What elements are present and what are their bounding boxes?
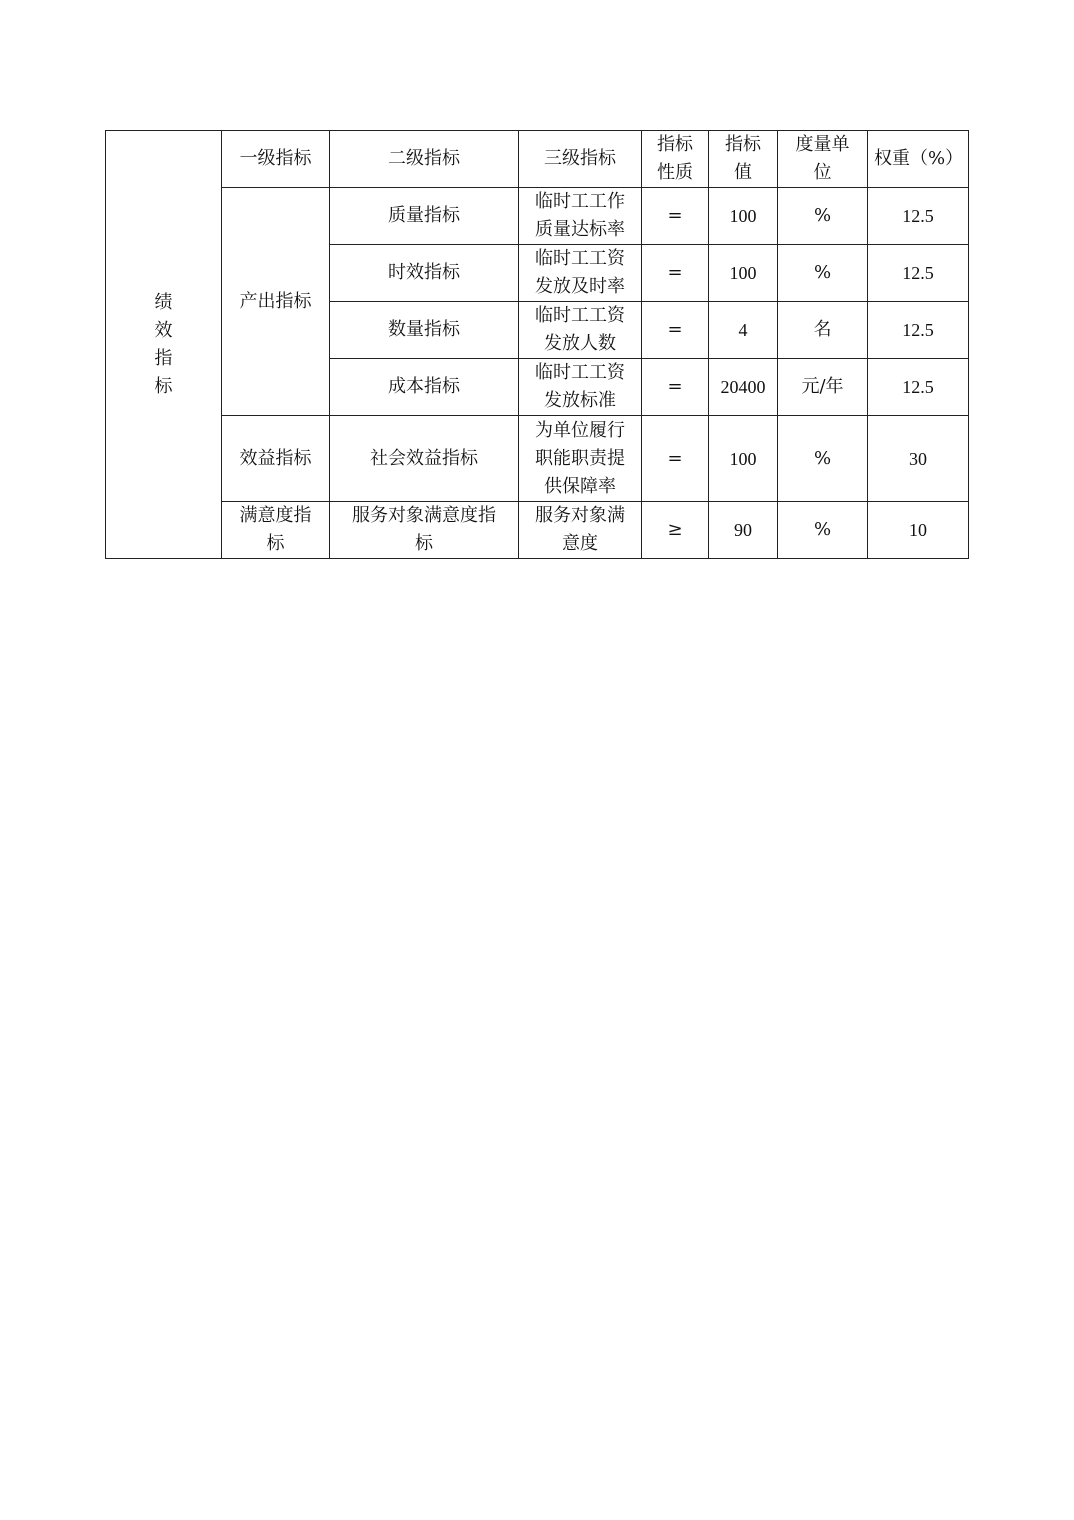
level3-cell <box>519 416 642 502</box>
header-nature-line: 性质 <box>657 162 693 183</box>
weight-cell: 10 <box>868 502 969 559</box>
header-level2: 二级指标 <box>330 131 519 188</box>
level2-cell: 成本指标 <box>330 359 519 416</box>
section-label-char: 标 <box>154 375 173 397</box>
table-row <box>106 416 969 502</box>
header-value <box>709 131 778 188</box>
weight-cell: 12.5 <box>868 188 969 245</box>
weight-cell: 12.5 <box>868 359 969 416</box>
level2-cell: 社会效益指标 <box>330 416 519 502</box>
header-nature-line: 指标 <box>657 134 693 155</box>
value-cell: 20400 <box>709 359 778 416</box>
value-cell: 100 <box>709 416 778 502</box>
value-cell: 100 <box>709 188 778 245</box>
group-satisfaction <box>222 502 330 559</box>
nature-cell: ≥ <box>642 502 709 559</box>
header-weight: 权重（%） <box>868 131 969 188</box>
level3-line: 临时工工资 <box>535 362 625 383</box>
nature-cell: = <box>642 302 709 359</box>
group-output: 产出指标 <box>222 188 330 416</box>
header-row <box>106 131 969 188</box>
level2-line: 服务对象满意度指 <box>352 505 496 526</box>
nature-cell: = <box>642 359 709 416</box>
header-unit-line: 位 <box>813 162 832 183</box>
nature-cell: = <box>642 245 709 302</box>
header-level3: 三级指标 <box>519 131 642 188</box>
level3-cell <box>519 502 642 559</box>
level3-line: 发放人数 <box>544 333 616 354</box>
unit-cell: % <box>778 245 868 302</box>
unit-cell: 名 <box>778 302 868 359</box>
level2-cell <box>330 502 519 559</box>
level3-line: 临时工工资 <box>535 305 625 326</box>
unit-cell: % <box>778 502 868 559</box>
level3-line: 供保障率 <box>544 475 616 497</box>
weight-cell: 30 <box>868 416 969 502</box>
header-value-line: 指标 <box>725 134 761 155</box>
table-row <box>106 188 969 245</box>
level3-cell <box>519 188 642 245</box>
header-level1: 一级指标 <box>222 131 330 188</box>
unit-cell: % <box>778 416 868 502</box>
level2-cell: 质量指标 <box>330 188 519 245</box>
header-value-line: 值 <box>734 162 752 183</box>
section-label-cell <box>106 131 222 559</box>
weight-cell: 12.5 <box>868 245 969 302</box>
weight-cell: 12.5 <box>868 302 969 359</box>
level2-cell: 时效指标 <box>330 245 519 302</box>
level3-line: 意度 <box>562 533 598 554</box>
group-satisfaction-line: 标 <box>266 533 285 554</box>
table-row <box>106 502 969 559</box>
performance-indicator-table <box>105 130 969 559</box>
header-unit <box>778 131 868 188</box>
level3-line: 临时工工资 <box>535 248 625 269</box>
level3-line: 发放及时率 <box>535 276 625 297</box>
group-benefit: 效益指标 <box>222 416 330 502</box>
header-nature <box>642 131 709 188</box>
value-cell: 4 <box>709 302 778 359</box>
level3-line: 质量达标率 <box>535 219 625 240</box>
value-cell: 90 <box>709 502 778 559</box>
value-cell: 100 <box>709 245 778 302</box>
section-label-char: 效 <box>154 319 173 341</box>
level3-line: 服务对象满 <box>535 505 625 526</box>
level2-cell: 数量指标 <box>330 302 519 359</box>
nature-cell: = <box>642 188 709 245</box>
level3-line: 职能职责提 <box>535 447 625 469</box>
level3-cell <box>519 245 642 302</box>
section-label-char: 绩 <box>154 291 173 313</box>
level3-cell <box>519 302 642 359</box>
unit-cell: 元/年 <box>778 359 868 416</box>
level3-cell <box>519 359 642 416</box>
nature-cell: = <box>642 416 709 502</box>
section-label-char: 指 <box>154 347 173 369</box>
level2-line: 标 <box>415 533 433 554</box>
unit-cell: % <box>778 188 868 245</box>
header-unit-line: 度量单 <box>795 134 850 155</box>
group-satisfaction-line: 满意度指 <box>239 505 312 526</box>
level3-line: 发放标准 <box>544 390 616 411</box>
level3-line: 为单位履行 <box>535 419 625 441</box>
level3-line: 临时工工作 <box>535 191 625 212</box>
